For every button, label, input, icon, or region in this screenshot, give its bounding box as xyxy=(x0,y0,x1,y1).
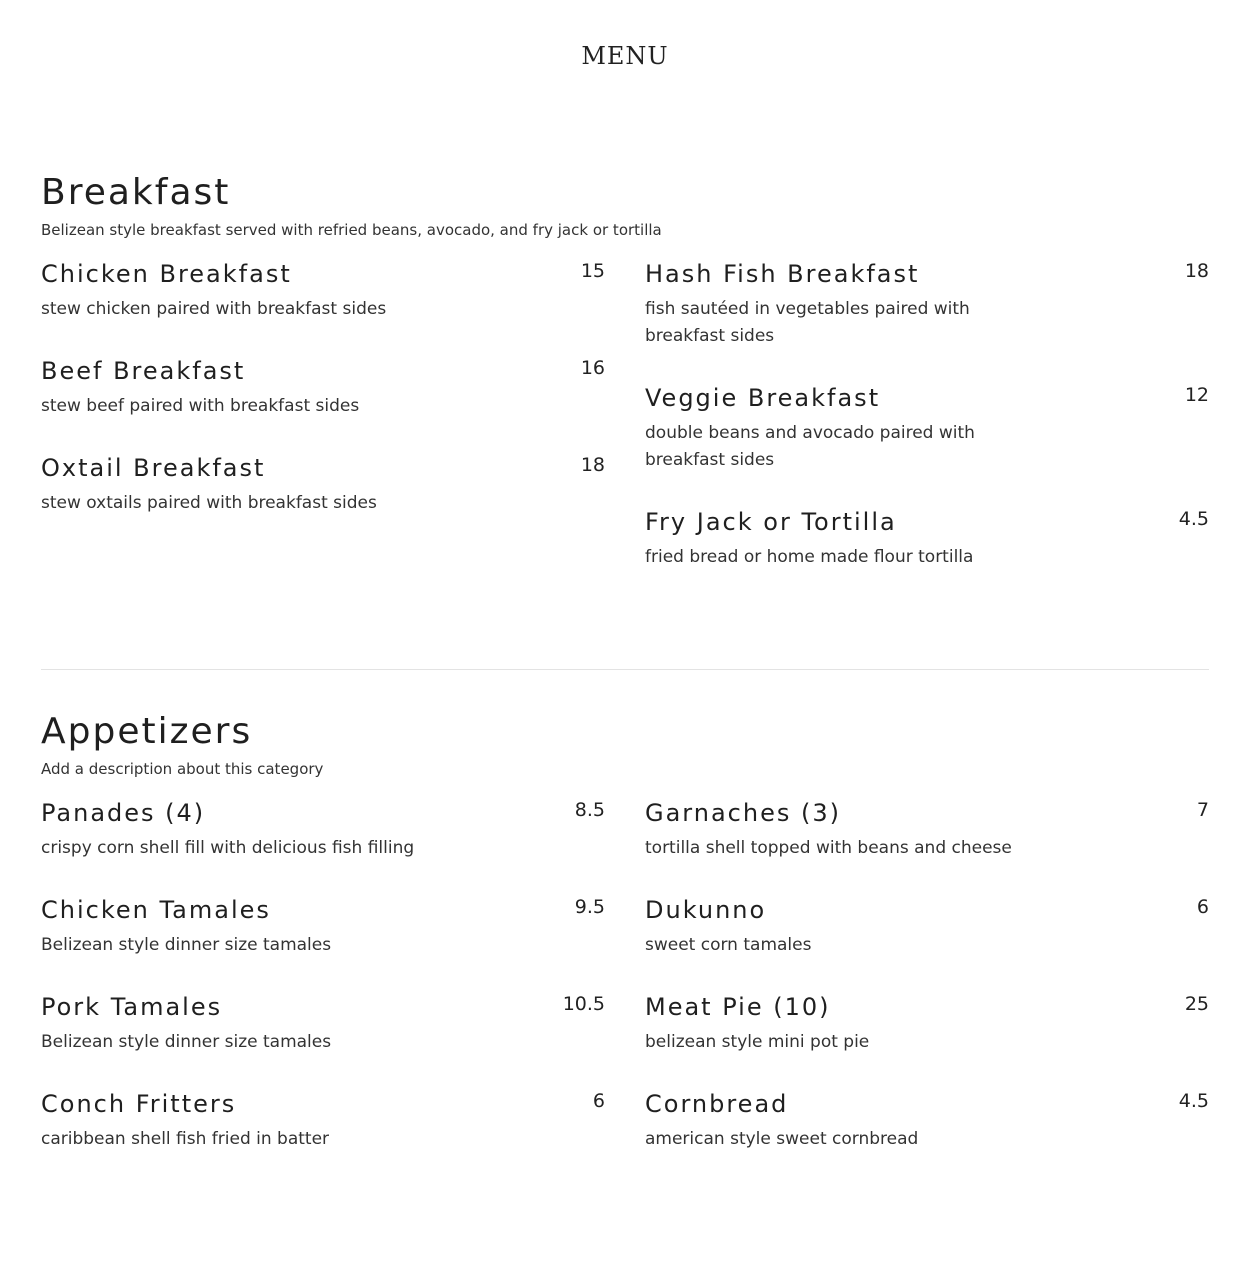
menu-item[interactable] xyxy=(41,356,605,420)
menu-item-name: Meat Pie (10) xyxy=(645,993,831,1021)
menu-column-right xyxy=(645,259,1209,605)
menu-item-price: 4.5 xyxy=(1178,1090,1209,1112)
menu-item[interactable] xyxy=(645,1089,1209,1153)
menu-item-description: crispy corn shell fill with delicious fish filling xyxy=(41,838,415,858)
section-appetizers xyxy=(41,710,1209,1187)
menu-item-name: Chicken Tamales xyxy=(41,896,271,924)
menu-item-description: fried bread or home made flour tortilla xyxy=(645,547,974,567)
section-description: Belizean style breakfast served with refried beans, avocado, and fry jack or tortilla xyxy=(41,221,662,239)
menu-item[interactable] xyxy=(645,992,1209,1056)
menu-item-price: 18 xyxy=(1184,260,1209,282)
menu-item-name: Beef Breakfast xyxy=(41,357,246,385)
menu-item-price: 8.5 xyxy=(574,799,605,821)
menu-item[interactable] xyxy=(41,992,605,1056)
menu-item-description: Belizean style dinner size tamales xyxy=(41,935,332,955)
menu-item-price: 12 xyxy=(1184,384,1209,406)
menu-item[interactable] xyxy=(645,798,1209,862)
menu-item[interactable] xyxy=(41,798,605,862)
menu-item-price: 6 xyxy=(592,1090,605,1112)
menu-column-left xyxy=(41,798,605,1187)
menu-column-left xyxy=(41,259,605,605)
section-title: Breakfast xyxy=(41,172,231,213)
menu-item-name: Hash Fish Breakfast xyxy=(645,260,920,288)
menu-item-description: tortilla shell topped with beans and cheese xyxy=(645,838,1012,858)
menu-item[interactable] xyxy=(41,1089,605,1153)
menu-item-price: 25 xyxy=(1184,993,1209,1015)
menu-item-description: belizean style mini pot pie xyxy=(645,1032,870,1052)
menu-item-price: 9.5 xyxy=(574,896,605,918)
menu-item-price: 4.5 xyxy=(1178,508,1209,530)
menu-columns xyxy=(41,259,1209,605)
menu-item[interactable] xyxy=(645,507,1209,571)
menu-columns xyxy=(41,798,1209,1187)
menu-item-name: Panades (4) xyxy=(41,799,206,827)
menu-item-name: Conch Fritters xyxy=(41,1090,237,1118)
menu-item-description: fish sautéed in vegetables paired with breakfast sides xyxy=(645,299,970,346)
menu-item[interactable] xyxy=(41,259,605,323)
menu-item-name: Pork Tamales xyxy=(41,993,223,1021)
menu-item-description: double beans and avocado paired with breakfast sides xyxy=(645,423,975,470)
menu-item-price: 7 xyxy=(1196,799,1209,821)
menu-item-name: Chicken Breakfast xyxy=(41,260,292,288)
menu-item[interactable] xyxy=(645,259,1209,350)
section-description: Add a description about this category xyxy=(41,760,324,778)
menu-item-name: Fry Jack or Tortilla xyxy=(645,508,897,536)
menu-item-price: 10.5 xyxy=(562,993,605,1015)
menu-item-price: 16 xyxy=(580,357,605,379)
section-divider xyxy=(41,669,1209,670)
menu-item-name: Oxtail Breakfast xyxy=(41,454,266,482)
menu-item-name: Cornbread xyxy=(645,1090,789,1118)
menu-column-right xyxy=(645,798,1209,1187)
section-breakfast xyxy=(41,171,1209,605)
menu-item-description: american style sweet cornbread xyxy=(645,1129,919,1149)
menu-item-price: 6 xyxy=(1196,896,1209,918)
menu-item[interactable] xyxy=(41,453,605,517)
menu-item-description: sweet corn tamales xyxy=(645,935,812,955)
menu-item-price: 18 xyxy=(580,454,605,476)
menu-item-price: 15 xyxy=(580,260,605,282)
menu-item-description: caribbean shell fish fried in batter xyxy=(41,1129,330,1149)
menu-item-description: Belizean style dinner size tamales xyxy=(41,1032,332,1052)
menu-item-name: Garnaches (3) xyxy=(645,799,841,827)
menu-item[interactable] xyxy=(645,383,1209,474)
menu-item-name: Veggie Breakfast xyxy=(645,384,881,412)
menu-item-name: Dukunno xyxy=(645,896,767,924)
menu-item-description: stew chicken paired with breakfast sides xyxy=(41,299,387,319)
menu-item-description: stew oxtails paired with breakfast sides xyxy=(41,493,377,513)
page-title: MENU xyxy=(581,42,669,70)
section-title: Appetizers xyxy=(41,711,253,752)
menu-item-description: stew beef paired with breakfast sides xyxy=(41,396,360,416)
menu-item[interactable] xyxy=(41,895,605,959)
menu-item[interactable] xyxy=(645,895,1209,959)
